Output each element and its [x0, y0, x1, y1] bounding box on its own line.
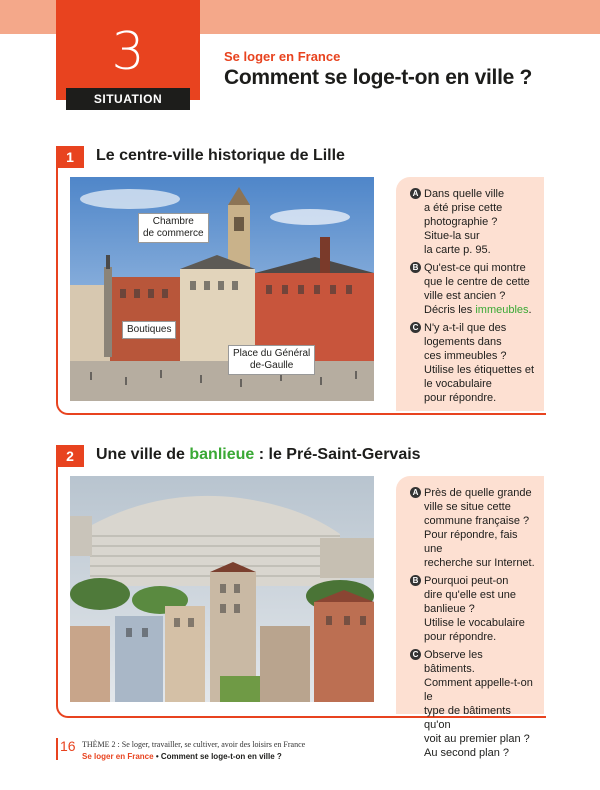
- q1a-line: a été prise cette: [424, 202, 503, 214]
- badge-a: A: [410, 487, 421, 498]
- section-2-title-suffix: : le Pré-Saint-Gervais: [254, 446, 421, 463]
- q2c-line: Observe les bâtiments.: [424, 649, 483, 675]
- question-1c: [410, 321, 536, 405]
- q1b-suffix: .: [528, 304, 532, 316]
- section-2-title-prefix: Une ville de: [96, 446, 190, 463]
- q1c-line: pour répondre.: [424, 392, 497, 404]
- q2a-line: Pour répondre, fais une: [424, 529, 518, 555]
- badge-c: C: [410, 322, 421, 333]
- q2b-line: dire qu'elle est une: [424, 589, 516, 601]
- section-1-number: 1: [56, 146, 84, 168]
- badge-a: A: [410, 188, 421, 199]
- q1b-prefix: Décris les: [424, 304, 476, 316]
- section-2-number: 2: [56, 445, 84, 467]
- footer-breadcrumb-separator: •: [153, 752, 161, 761]
- footer-breadcrumb: [82, 752, 282, 761]
- q2a-line: ville se situe cette: [424, 501, 511, 513]
- q2a-line: commune française ?: [424, 515, 530, 527]
- q2c-line: type de bâtiments qu'on: [424, 705, 511, 731]
- q1c-line: Utilise les étiquettes et: [424, 364, 535, 376]
- q1b-line: ville est ancien ?: [424, 290, 506, 302]
- q1b-line: que le centre de cette: [424, 276, 530, 288]
- situation-label: SITUATION: [66, 88, 190, 110]
- q2b-line: Utilise le vocabulaire: [424, 617, 525, 629]
- footer-breadcrumb-section: Se loger en France: [82, 752, 154, 761]
- question-1a: [410, 187, 536, 257]
- q1c-line: logements dans: [424, 336, 502, 348]
- q1a-line: photographie ?: [424, 216, 498, 228]
- unit-number-block: [56, 0, 200, 100]
- page-title: Comment se loge-t-on en ville ?: [224, 66, 533, 89]
- q2c-line: Comment appelle-t-on le: [424, 677, 533, 703]
- q2b-line: Pourquoi peut-on: [424, 575, 509, 587]
- label-chambre-line2: de commerce: [143, 228, 204, 239]
- q1b-last-line: [424, 303, 536, 317]
- label-chambre-line1: Chambre: [152, 216, 194, 227]
- page-number: 16: [56, 738, 82, 760]
- label-place-du-general-de-gaulle: [228, 345, 315, 375]
- badge-b: B: [410, 575, 421, 586]
- label-chambre-de-commerce: [138, 213, 209, 243]
- badge-b: B: [410, 262, 421, 273]
- section-2-title: [96, 446, 421, 464]
- q2a-line: recherche sur Internet.: [424, 557, 535, 569]
- q2b-line: banlieue ?: [424, 603, 475, 615]
- pre-saint-gervais-photo: [70, 476, 374, 702]
- q1c-line: ces immeubles ?: [424, 350, 507, 362]
- question-2a: [410, 486, 536, 570]
- unit-number: 3: [111, 22, 145, 82]
- label-place-line2: de-Gaulle: [249, 360, 294, 371]
- label-boutiques: Boutiques: [122, 321, 176, 339]
- section-1-title: Le centre-ville historique de Lille: [96, 147, 345, 164]
- q1c-line: le vocabulaire: [424, 378, 492, 390]
- lille-illustration: [70, 177, 374, 401]
- q1b-highlight: immeubles: [475, 304, 529, 316]
- q1a-line: la carte p. 95.: [424, 244, 491, 256]
- suburb-illustration: [70, 476, 374, 702]
- q1b-line: Qu'est-ce qui montre: [424, 262, 526, 274]
- q1a-line: Dans quelle ville: [424, 188, 505, 200]
- page-subtitle: Se loger en France: [224, 49, 341, 64]
- q1a-line: Situe-la sur: [424, 230, 480, 242]
- badge-c: C: [410, 649, 421, 660]
- q2c-line: Au second plan ?: [424, 747, 510, 759]
- label-place-line1: Place du Général: [233, 348, 311, 359]
- footer-theme: THÈME 2 : Se loger, travailler, se cultiver, avoir des loisirs en France: [82, 740, 306, 749]
- q2a-line: Près de quelle grande: [424, 487, 532, 499]
- question-2c: [410, 648, 536, 760]
- section-2-questions: [396, 476, 544, 759]
- question-1b: [410, 261, 536, 317]
- question-2b: [410, 574, 536, 644]
- q1c-line: N'y a-t-il que des: [424, 322, 507, 334]
- footer-breadcrumb-page: Comment se loge-t-on en ville ?: [160, 752, 282, 761]
- q2b-line: pour répondre.: [424, 631, 497, 643]
- lille-photo: [70, 177, 374, 401]
- section-2-title-highlight: banlieue: [189, 446, 255, 463]
- q2c-line: voit au premier plan ?: [424, 733, 530, 745]
- section-1-questions: [396, 177, 544, 411]
